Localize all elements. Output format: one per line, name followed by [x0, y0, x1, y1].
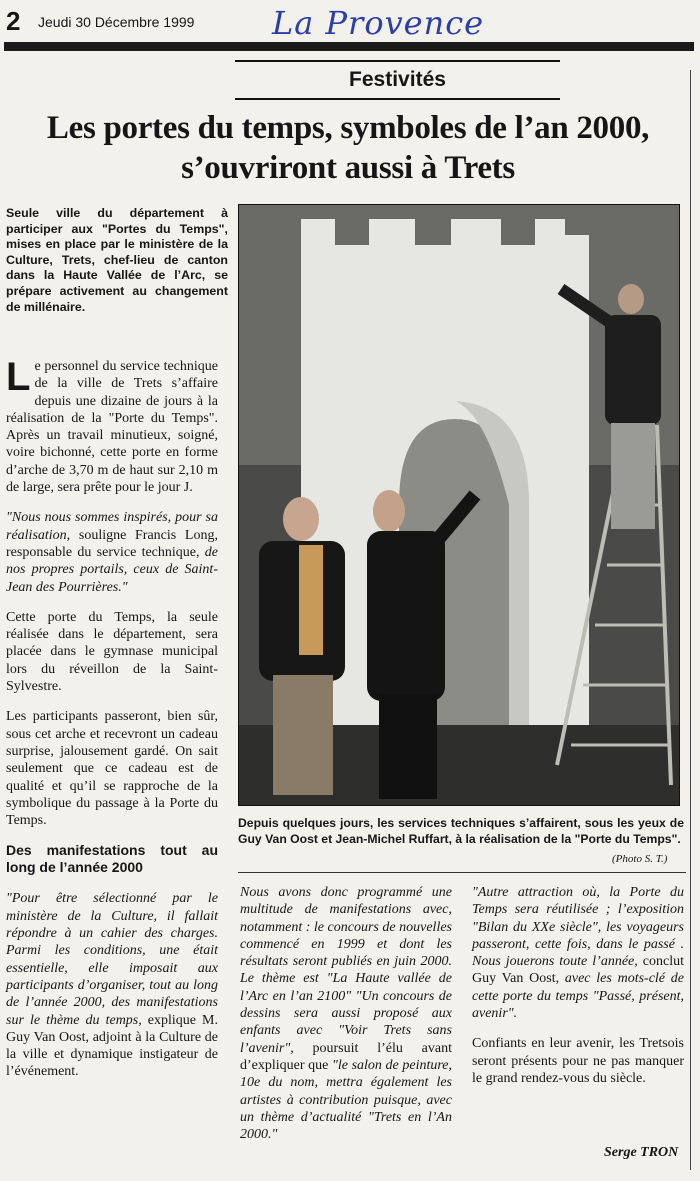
article-photo — [238, 204, 680, 806]
article-lead: Seule ville du département à participer aux "Portes du Temps", mises en place par le ministère de la Culture, Trets, chef-lieu de canton dans la Haute Vallée de l’Arc, se prépare activement au changement de millénaire. — [6, 206, 228, 314]
col3-quote-b: avec les mots-clé de cette porte du temps "Passé, présent, avenir". — [472, 971, 684, 1022]
section-rubric — [235, 60, 560, 100]
dropcap: L — [6, 355, 31, 399]
paragraph-2-quote-a: "Nous nous sommes inspirés, pour sa réalisation, — [6, 510, 218, 543]
paragraph-2-plain: souligne Francis Long, responsable du service technique, — [6, 527, 218, 560]
paragraph-4: Les participants passeront, bien sûr, sous cet arche et recevront un cadeau surprise, jalousement gardé. On sait seulement que ce cadeau est de qualité et qu’il se rapproche de la symbolique du passage à la Porte du Temps. — [6, 709, 218, 829]
paragraph-5 — [6, 890, 218, 1080]
col3-paragraph-1 — [472, 884, 684, 1022]
page-number: 2 — [6, 6, 21, 36]
col2-quote-b: "le salon de peinture, 10e du nom, mettra également les artistes à contribution puisque, avec un thème d’actualité "Trets en l’An 2000." — [240, 1057, 453, 1143]
paragraph-5-quote: "Pour être sélectionné par le ministère de la Culture, il fallait répondre à un cahier des charges. Parmi les conditions, une était essentielle, elle imposait aux participants d’organiser, tout au long de l’année 2000, des manifestations sur le thème du temps, — [6, 891, 218, 1028]
column-rule — [690, 70, 691, 1170]
article-column-3 — [472, 884, 684, 1100]
masthead-rule — [4, 42, 694, 51]
masthead — [4, 6, 694, 40]
col2-plain: poursuit l’élu avant d’expliquer que — [240, 1040, 452, 1073]
col3-plain: conclut Guy Van Oost, — [472, 954, 684, 987]
photo-credit: (Photo S. T.) — [612, 853, 668, 865]
paragraph-5-plain: explique M. Guy Van Oost, adjoint à la Culture de la ville et dynamique instigateur de l’événement. — [6, 1012, 219, 1080]
col3-quote-a: "Autre attraction où, la Porte du Temps sera réutilisée ; l’exposition "Bilan du XXe siècle", les voyageurs passeront, cette fois, dans le passé . Nous jouerons toute l’année, — [472, 885, 684, 970]
article-column-2 — [240, 884, 452, 1156]
paragraph-3: Cette porte du Temps, la seule réalisée dans le département, sera placée dans le gymnase municipal lors du réveillon de la Saint-Sylvestre. — [6, 609, 218, 695]
section-subhead: Des manifestations tout au long de l’année 2000 — [6, 842, 218, 876]
paragraph-1-text: e personnel du service technique de la ville de Trets s’affaire depuis une dizaine de jours à la réalisation de la "Porte du Temps". Après un travail minutieux, soigné, voire bichonné, cette porte en forme d’arche de 3,70 m de haut sur 2,10 m de large, sera prête pour le jour J. — [6, 359, 218, 496]
author-signature: Serge TRON — [604, 1145, 679, 1160]
paragraph-2 — [6, 509, 218, 595]
paragraph-2-quote-b: de nos propres portails, ceux de Saint-Jean des Pourrières." — [6, 544, 218, 595]
photo-caption: Depuis quelques jours, les services techniques s’affairent, sous les yeux de Guy Van Oost et Jean-Michel Ruffart, à la réalisation de la "Porte du Temps". — [238, 816, 684, 846]
article-headline: Les portes du temps, symboles de l’an 2000, s’ouvriront aussi à Trets — [46, 110, 650, 186]
article-column-1 — [6, 355, 219, 1094]
rubric-label: Festivités — [349, 68, 446, 91]
issue-date: Jeudi 30 Décembre 1999 — [38, 14, 195, 30]
col2-quote-a: Nous avons donc programmé une multitude de manifestations avec, notamment : le concours de nouvelles commencé en 1999 et dont les résultats seront publiés en juin 2000. Le thème est "La Haute vallée de l’Arc en l’an 2100" "Un concours de dessins sera aussi proposé aux enfants avec "Voir Trets sans l’avenir", — [240, 885, 452, 1056]
newspaper-name-stamp: La Provence — [272, 4, 485, 42]
photo-illustration — [239, 205, 680, 806]
paragraph-1 — [6, 355, 218, 496]
col3-paragraph-2: Confiants en leur avenir, les Tretsois seront présents pour ne pas manquer le grand rendez-vous du siècle. — [472, 1036, 684, 1086]
col2-paragraph-1 — [240, 884, 452, 1143]
caption-rule — [238, 872, 686, 873]
